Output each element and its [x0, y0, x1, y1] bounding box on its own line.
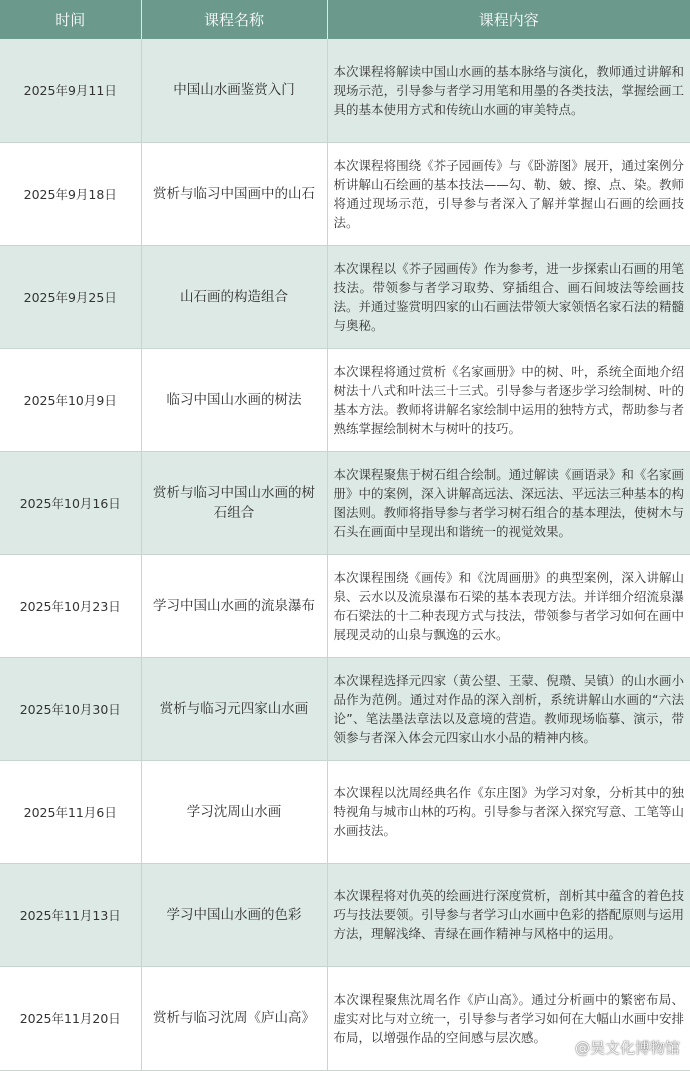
- row-course-content: 本次课程聚焦于树石组合绘制。通过解读《画语录》和《名家画册》中的案例，深入讲解高远法、深远法、平远法三种基本的构图法则。教师将指导参与者学习树石组合的基本理法，使树木与石头在画面中呈现出和谐统一的视觉效果。: [327, 451, 690, 554]
- row-date: 2025年9月18日: [0, 142, 141, 245]
- weibo-icon: [552, 1039, 572, 1056]
- watermark-text: @吴文化博物馆: [574, 1039, 680, 1057]
- row-course-content: 本次课程将通过赏析《名家画册》中的树、叶，系统全面地介绍树法十八式和叶法三十三式。引导参与者逐步学习绘制树、叶的基本方法。教师将讲解名家绘制中运用的独特方式，帮助参与者熟练掌握绘制树木与树叶的技巧。: [327, 348, 690, 451]
- header-course-content: 课程内容: [327, 0, 690, 39]
- row-course-name: 临习中国山水画的树法: [141, 348, 327, 451]
- row-date: 2025年11月20日: [0, 966, 141, 1070]
- row-date: 2025年11月13日: [0, 863, 141, 966]
- row-date: 2025年10月16日: [0, 451, 141, 554]
- table-row: [0, 245, 690, 348]
- row-course-content: 本次课程聚焦沈周名作《庐山高》。通过分析画中的繁密布局、虚实对比与对立统一，引导参与者学习如何在大幅山水画中安排布局，以增强作品的空间感与层次感。: [327, 966, 690, 1070]
- row-course-name: 山石画的构造组合: [141, 245, 327, 348]
- row-course-name: 中国山水画鉴赏入门: [141, 39, 327, 142]
- table-row: [0, 39, 690, 142]
- watermark: [552, 1037, 680, 1058]
- table-header: [0, 0, 690, 39]
- table-row: [0, 142, 690, 245]
- row-course-name: 赏析与临习沈周《庐山高》: [141, 966, 327, 1070]
- row-date: 2025年10月23日: [0, 554, 141, 657]
- table-row: [0, 760, 690, 863]
- row-course-content: 本次课程以沈周经典名作《东庄图》为学习对象，分析其中的独特视角与城市山林的巧构。引导参与者深入探究写意、工笔等山水画技法。: [327, 760, 690, 863]
- row-course-content: 本次课程以《芥子园画传》作为参考，进一步探索山石画的用笔技法。带领参与者学习取势、穿插组合、画石间坡法等绘画技法。并通过鉴赏明四家的山石画法带领大家领悟名家石法的精髓与奥秘。: [327, 245, 690, 348]
- header-course-name: 课程名称: [141, 0, 327, 39]
- row-date: 2025年10月30日: [0, 657, 141, 760]
- row-course-content: 本次课程将围绕《芥子园画传》与《卧游图》展开，通过案例分析讲解山石绘画的基本技法——勾、勒、皴、擦、点、染。教师将通过现场示范，引导参与者深入了解并掌握山石画的绘画技法。: [327, 142, 690, 245]
- table-row: [0, 657, 690, 760]
- table-row: [0, 554, 690, 657]
- table-row: [0, 348, 690, 451]
- row-date: 2025年9月25日: [0, 245, 141, 348]
- row-date: 2025年9月11日: [0, 39, 141, 142]
- row-course-name: 学习中国山水画的色彩: [141, 863, 327, 966]
- row-course-content: 本次课程选择元四家（黄公望、王蒙、倪瓒、吴镇）的山水画小品作为范例。通过对作品的深入剖析，系统讲解山水画的“六法论”、笔法墨法章法以及意境的营造。教师现场临摹、演示，带领参与者深入体会元四家山水小品的精神内核。: [327, 657, 690, 760]
- row-course-name: 学习中国山水画的流泉瀑布: [141, 554, 327, 657]
- table-row: [0, 863, 690, 966]
- table-row: [0, 451, 690, 554]
- row-course-name: 学习沈周山水画: [141, 760, 327, 863]
- row-course-name: 赏析与临习中国画中的山石: [141, 142, 327, 245]
- row-course-name: 赏析与临习元四家山水画: [141, 657, 327, 760]
- table-body: [0, 39, 690, 1070]
- row-course-content: 本次课程将解读中国山水画的基本脉络与演化，教师通过讲解和现场示范，引导参与者学习用笔和用墨的各类技法，掌握绘画工具的基本使用方式和传统山水画的审美特点。: [327, 39, 690, 142]
- row-date: 2025年11月6日: [0, 760, 141, 863]
- row-course-content: 本次课程围绕《画传》和《沈周画册》的典型案例，深入讲解山泉、云水以及流泉瀑布石梁的基本表现方法。并详细介绍流泉瀑布石梁法的十二种表现方式与技法，带领参与者学习如何在画中展现灵动的山泉与飘逸的云水。: [327, 554, 690, 657]
- row-date: 2025年10月9日: [0, 348, 141, 451]
- header-row: [0, 0, 690, 39]
- header-date: 时间: [0, 0, 141, 39]
- row-course-name: 赏析与临习中国山水画的树石组合: [141, 451, 327, 554]
- row-course-content: 本次课程将对仇英的绘画进行深度赏析，剖析其中蕴含的着色技巧与技法要领。引导参与者学习山水画中色彩的搭配原则与运用方法，理解浅绛、青绿在画作精神与风格中的运用。: [327, 863, 690, 966]
